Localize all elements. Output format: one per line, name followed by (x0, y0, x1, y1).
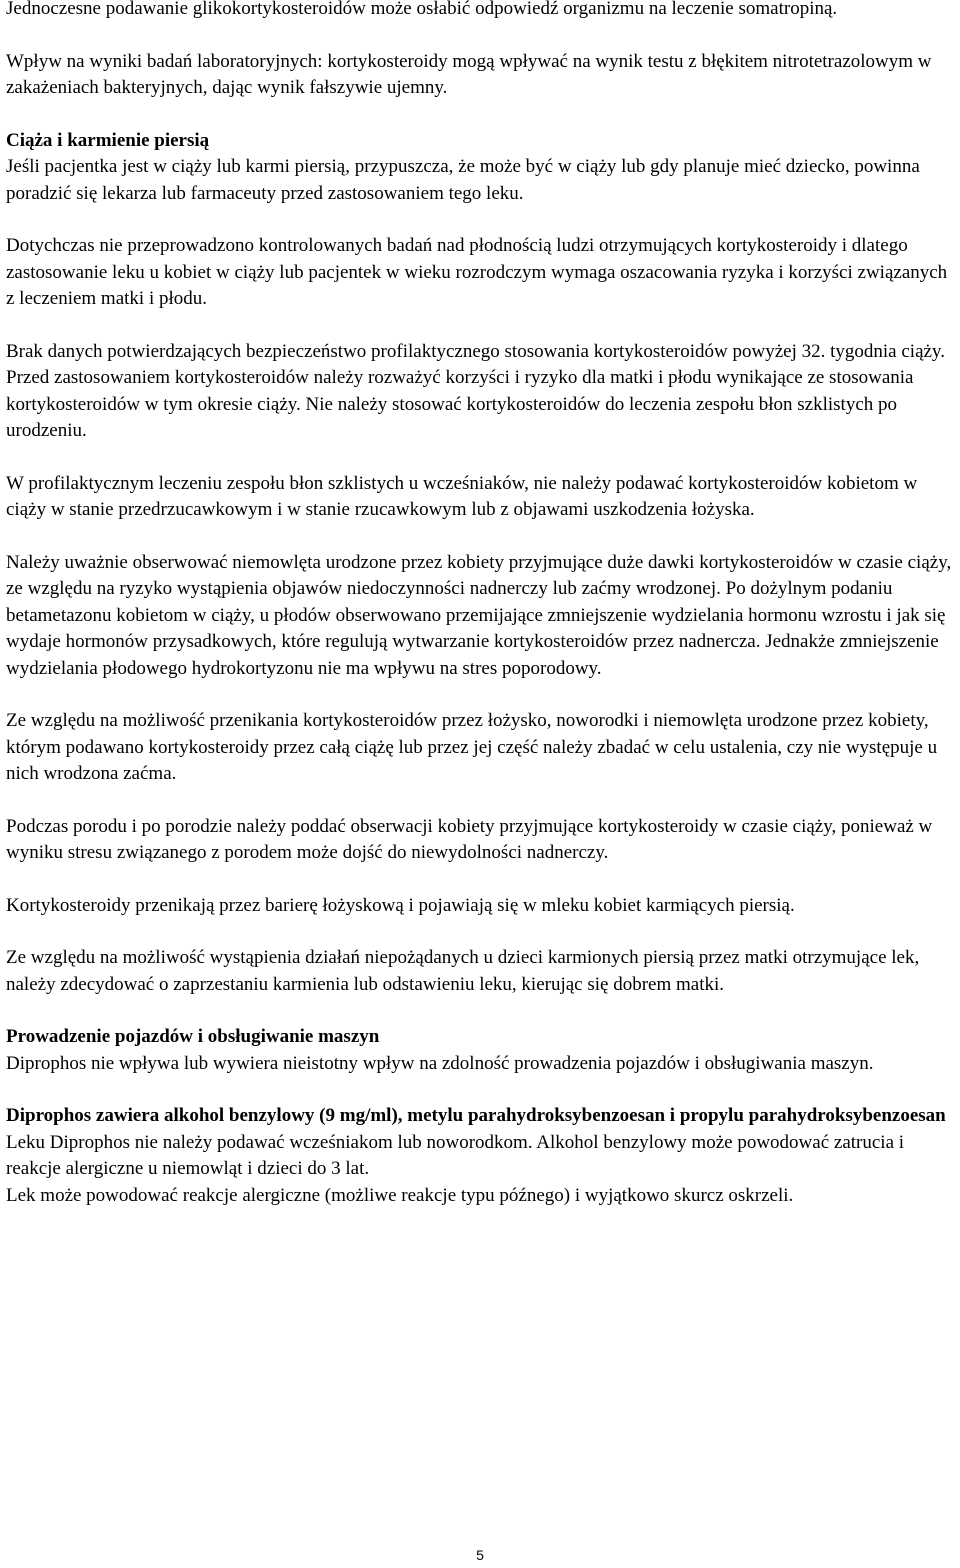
paragraph-breastfeeding-decision: Ze względu na możliwość wystąpienia działań niepożądanych u dzieci karmionych piersią przez matki otrzymujące lek, należy zdecydować o zaprzestaniu karmienia lub odstawieniu leku, kierując się dobrem matki. (6, 947, 920, 995)
paragraph-delivery-observation: Podczas porodu i po porodzie należy poddać obserwacji kobiety przyjmujące kortykosteroidy w czasie ciąży, ponieważ w wyniku stresu związanego z porodem może dojść do niewydolności nadnerczy. (6, 815, 933, 863)
heading-excipients: Diprophos zawiera alkohol benzylowy (9 mg/ml), metylu parahydroksybenzoesan i propylu parahydroksybenzoesan (6, 1105, 946, 1126)
paragraph-prophylactic-use: Brak danych potwierdzających bezpieczeństwo profilaktycznego stosowania kortykosteroidów powyżej 32. tygodnia ciąży. Przed zastosowaniem kortykosteroidów należy rozważyć korzyści i ryzyko dla matki i płodu wynikające ze stosowania kortykosteroidów w tym okresie ciąży. Nie należy stosować kortykosteroidów do leczenia zespołu błon szklistych po urodzeniu. (6, 340, 945, 441)
paragraph-infant-observation: Należy uważnie obserwować niemowlęta urodzone przez kobiety przyjmujące duże dawki kortykosteroidów w czasie ciąży, ze względu na ryzyko wystąpienia objawów niedoczynności nadnerczy lub zaćmy wrodzonej. Po dożylnym podaniu betametazonu kobietom w ciąży, u płodów obserwowano przemijające zmniejszenie wydzielania hormonu wzrostu i jak się wydaje hormonów przysadkowych, które regulują wytwarzanie kortykosteroidów przez nadnercza. Jednakże zmniejszenie wydzielania płodowego hydrokortyzonu nie ma wpływu na stres poporodowy. (6, 551, 952, 679)
paragraph-driving-effect: Diprophos nie wpływa lub wywiera nieistotny wpływ na zdolność prowadzenia pojazdów i obsługiwania maszyn. (6, 1052, 874, 1074)
page-number: 5 (476, 1547, 484, 1563)
paragraph-somatropin-interaction: Jednoczesne podawanie glikokortykosteroidów może osłabić odpowiedź organizmu na leczenie somatropiną. (6, 0, 838, 19)
paragraph-benzyl-alcohol: Leku Diprophos nie należy podawać wcześniakom lub noworodkom. Alkohol benzylowy może powodować zatrucia i reakcje alergiczne u niemowląt i dzieci do 3 lat. (6, 1131, 905, 1179)
paragraph-placenta-cataract: Ze względu na możliwość przenikania kortykosteroidów przez łożysko, noworodki i niemowlęta urodzone przez kobiety, którym podawano kortykosteroidy przez całą ciążę lub przez jej część należy zbadać w celu ustalenia, czy nie występuje u nich wrodzona zaćma. (6, 710, 938, 784)
paragraph-allergic-reactions: Lek może powodować reakcje alergiczne (możliwe reakcje typu późnego) i wyjątkowo skurcz oskrzeli. (6, 1184, 794, 1206)
heading-pregnancy-breastfeeding: Ciąża i karmienie piersią (6, 129, 210, 151)
document-page (6, 0, 956, 1209)
paragraph-lab-test-interaction: Wpływ na wyniki badań laboratoryjnych: kortykosteroidy mogą wpływać na wynik testu z błękitem nitrotetrazolowym w zakażeniach bakteryjnych, dając wynik fałszywie ujemny. (6, 50, 932, 98)
heading-driving-machines: Prowadzenie pojazdów i obsługiwanie maszyn (6, 1026, 380, 1047)
paragraph-breast-milk: Kortykosteroidy przenikają przez barierę łożyskową i pojawiają się w mleku kobiet karmiących piersią. (6, 894, 795, 916)
paragraph-pregnancy-advice: Jeśli pacjentka jest w ciąży lub karmi piersią, przypuszcza, że może być w ciąży lub gdy planuje mieć dziecko, powinna poradzić się lekarza lub farmaceuty przed zastosowaniem tego leku. (6, 156, 920, 204)
paragraph-fertility-studies: Dotychczas nie przeprowadzono kontrolowanych badań nad płodnością ludzi otrzymujących kortykosteroidy i dlatego zastosowanie leku u kobiet w ciąży lub pacjentek w wieku rozrodczym wymaga oszacowania ryzyka i korzyści związanych z leczeniem matki i płodu. (6, 235, 948, 309)
paragraph-premature-infants: W profilaktycznym leczeniu zespołu błon szklistych u wcześniaków, nie należy podawać kortykosteroidów kobietom w ciąży w stanie przedrzucawkowym i w stanie rzucawkowym lub z objawami uszkodzenia łożyska. (6, 472, 918, 520)
